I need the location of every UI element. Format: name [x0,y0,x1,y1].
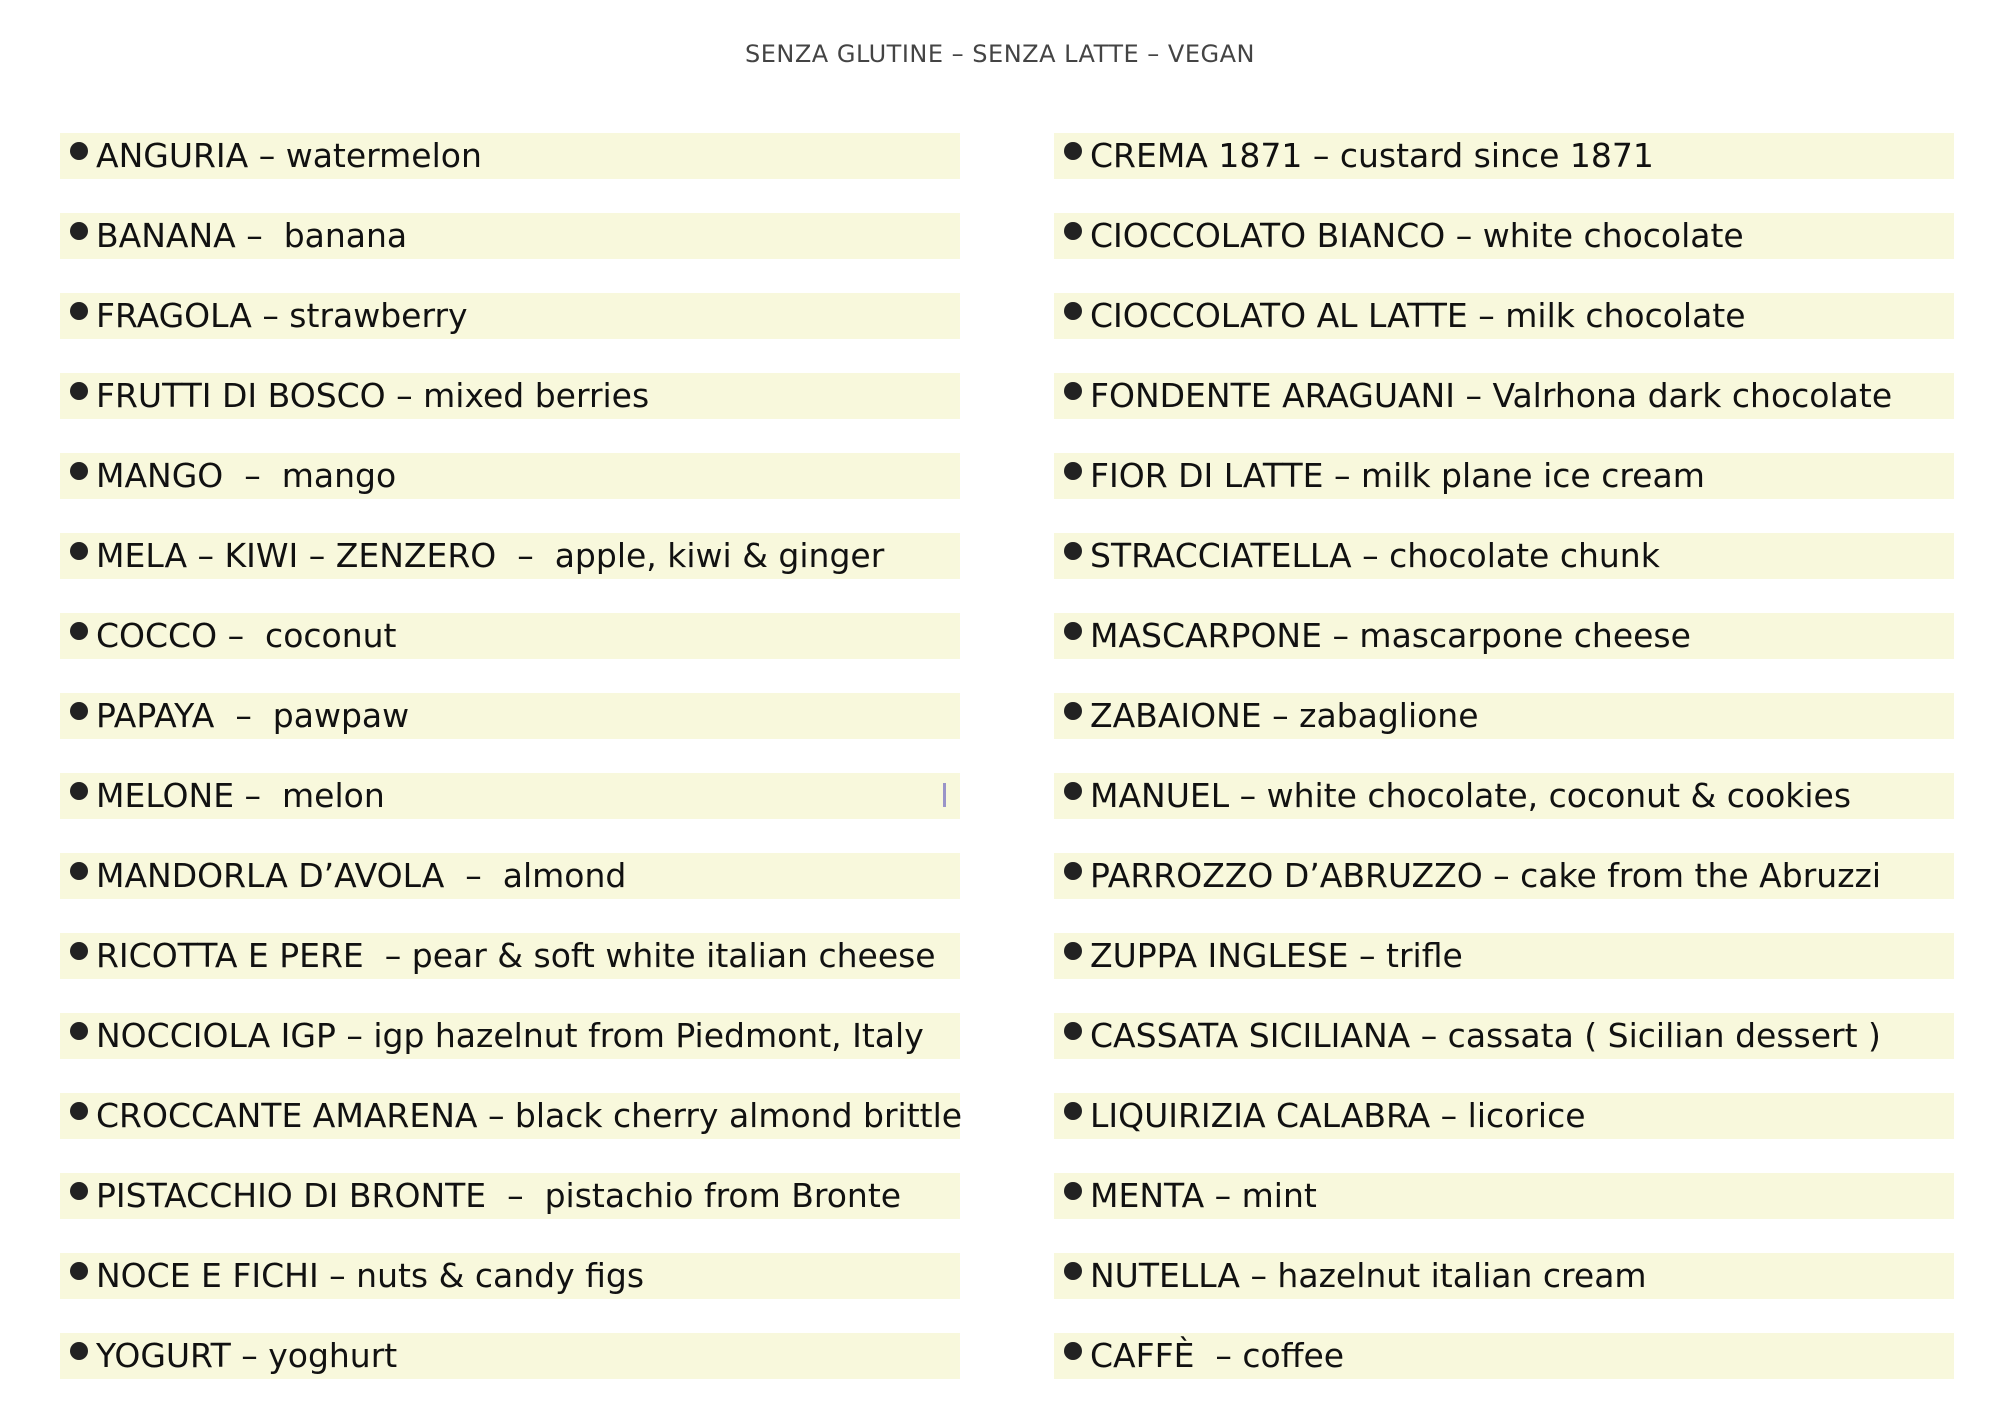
flavor-label: MELA – KIWI – ZENZERO – apple, kiwi & ginger [96,536,885,575]
flavor-label: MANGO – mango [96,456,397,495]
flavor-label: CROCCANTE AMARENA – black cherry almond brittle [96,1096,963,1135]
list-item [1054,213,1954,259]
flavor-label: MANDORLA D’AVOLA – almond [96,856,627,895]
flavor-label: ANGURIA – watermelon [96,136,482,175]
bullet-icon [1064,142,1082,160]
list-item [1054,453,1954,499]
bullet-icon [1064,1342,1082,1360]
list-item [1054,1173,1954,1219]
flavor-label: BANANA – banana [96,216,408,255]
bullet-icon [70,1102,88,1120]
bullet-icon [70,782,88,800]
bullet-icon [1064,222,1082,240]
right-flavor-list [1054,133,1954,1413]
list-item [60,133,960,179]
list-item [1054,373,1954,419]
list-item [1054,533,1954,579]
left-flavor-list [60,133,963,1413]
list-item [60,293,960,339]
list-item [60,453,960,499]
list-item [60,1093,963,1139]
flavor-label: YOGURT – yoghurt [96,1336,398,1375]
flavor-label: RICOTTA E PERE – pear & soft white italian cheese [96,936,936,975]
text-cursor-icon [943,783,946,807]
flavor-label: MELONE – melon [96,776,385,815]
list-item [1054,853,1954,899]
bullet-icon [70,222,88,240]
bullet-icon [70,702,88,720]
bullet-icon [1064,302,1082,320]
list-item [60,533,960,579]
bullet-icon [1064,462,1082,480]
bullet-icon [1064,542,1082,560]
flavor-label: COCCO – coconut [96,616,397,655]
bullet-icon [70,1022,88,1040]
list-item [60,773,960,819]
list-item [60,1013,960,1059]
flavor-label: MASCARPONE – mascarpone cheese [1090,616,1691,655]
flavor-label: CREMA 1871 – custard since 1871 [1090,136,1654,175]
flavor-label: ZUPPA INGLESE – trifle [1090,936,1463,975]
flavor-label: PARROZZO D’ABRUZZO – cake from the Abruzzi [1090,856,1882,895]
bullet-icon [1064,702,1082,720]
list-item [60,613,960,659]
bullet-icon [1064,782,1082,800]
flavor-label: MANUEL – white chocolate, coconut & cookies [1090,776,1852,815]
bullet-icon [70,622,88,640]
list-item [1054,133,1954,179]
list-item [1054,293,1954,339]
list-item [1054,933,1954,979]
bullet-icon [70,462,88,480]
flavor-label: ZABAIONE – zabaglione [1090,696,1479,735]
bullet-icon [70,1342,88,1360]
list-item [1054,1253,1954,1299]
list-item [1054,693,1954,739]
flavor-label: FIOR DI LATTE – milk plane ice cream [1090,456,1705,495]
bullet-icon [1064,1022,1082,1040]
flavor-label: CAFFÈ – coffee [1090,1336,1345,1375]
flavor-label: CASSATA SICILIANA – cassata ( Sicilian dessert ) [1090,1016,1881,1055]
list-item [1054,1333,1954,1379]
list-item [60,693,960,739]
flavor-label: PISTACCHIO DI BRONTE – pistachio from Bronte [96,1176,902,1215]
list-item [60,1253,960,1299]
flavor-label: CIOCCOLATO BIANCO – white chocolate [1090,216,1744,255]
bullet-icon [70,1262,88,1280]
bullet-icon [70,542,88,560]
list-item [60,1333,960,1379]
list-item [1054,613,1954,659]
flavor-label: NUTELLA – hazelnut italian cream [1090,1256,1647,1295]
list-item [60,933,960,979]
list-item [60,853,960,899]
list-item [60,1173,960,1219]
flavor-label: LIQUIRIZIA CALABRA – licorice [1090,1096,1586,1135]
bullet-icon [70,382,88,400]
list-item [60,213,960,259]
flavor-label: NOCCIOLA IGP – igp hazelnut from Piedmont, Italy [96,1016,924,1055]
bullet-icon [70,942,88,960]
bullet-icon [70,862,88,880]
bullet-icon [70,302,88,320]
flavor-label: FONDENTE ARAGUANI – Valrhona dark chocolate [1090,376,1893,415]
flavor-label: STRACCIATELLA – chocolate chunk [1090,536,1660,575]
flavor-label: FRAGOLA – strawberry [96,296,468,335]
list-item [1054,773,1954,819]
flavor-label: FRUTTI DI BOSCO – mixed berries [96,376,650,415]
bullet-icon [1064,1262,1082,1280]
bullet-icon [70,142,88,160]
bullet-icon [1064,1102,1082,1120]
list-item [60,373,960,419]
bullet-icon [1064,622,1082,640]
list-item [1054,1013,1954,1059]
bullet-icon [1064,1182,1082,1200]
bullet-icon [70,1182,88,1200]
bullet-icon [1064,862,1082,880]
flavor-label: NOCE E FICHI – nuts & candy figs [96,1256,645,1295]
flavor-label: CIOCCOLATO AL LATTE – milk chocolate [1090,296,1746,335]
flavor-label: PAPAYA – pawpaw [96,696,410,735]
bullet-icon [1064,942,1082,960]
flavor-label: MENTA – mint [1090,1176,1317,1215]
list-item [1054,1093,1954,1139]
page-title: SENZA GLUTINE – SENZA LATTE – VEGAN [745,40,1255,68]
bullet-icon [1064,382,1082,400]
